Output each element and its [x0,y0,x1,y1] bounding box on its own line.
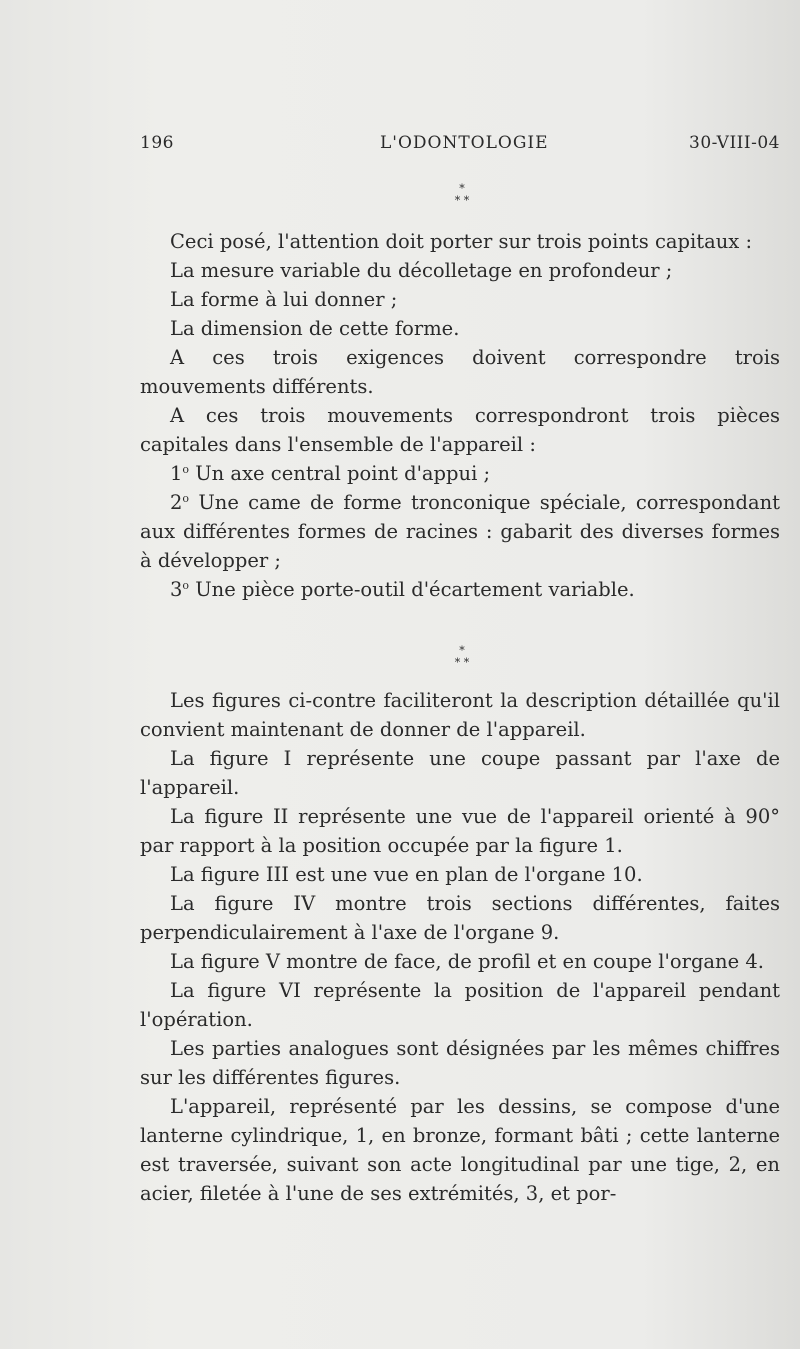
list-text: Une came de forme tronconique spéciale, correspondant aux différentes formes de racines : gabarit des diverses formes à développer ; [140,491,780,572]
paragraph: La figure VI représente la position de l'appareil pendant l'opération. [140,979,780,1031]
header-date: 30-VIII-04 [689,133,780,153]
separator-stars: * * [454,194,470,207]
paragraph: Les parties analogues sont désignées par les mêmes chiffres sur les différentes figures. [140,1037,780,1089]
paragraph: La dimension de cette forme. [170,317,460,340]
list-item [140,488,780,575]
paragraph: La figure IV montre trois sections différentes, faites perpendiculairement à l'axe de l'organe 9. [140,892,780,944]
paragraph: La forme à lui donner ; [170,288,398,311]
paragraph: La figure III est une vue en plan de l'organe 10. [170,863,643,886]
paragraph: La figure I représente une coupe passant par l'axe de l'appareil. [140,747,780,799]
paragraph: Les figures ci-contre faciliteront la description détaillée qu'il convient maintenant de donner de l'appareil. [140,689,780,741]
ordinal-mark: o [182,463,190,476]
separator-star: * [459,182,465,195]
page-number: 196 [140,133,174,153]
paragraph: A ces trois exigences doivent correspondre trois mouvements différents. [140,346,780,398]
running-header [140,133,780,157]
separator-stars: * * [454,656,470,669]
list-number: 2 [170,491,183,514]
section-2-text [140,686,780,1208]
paragraph: A ces trois mouvements correspondront trois pièces capitales dans l'ensemble de l'appareil : [140,404,780,456]
paragraph: La figure II représente une vue de l'appareil orienté à 90° par rapport à la position occupée par la figure 1. [140,805,780,857]
list-text: Un axe central point d'appui ; [189,462,491,485]
list-text: Une pièce porte-outil d'écartement variable. [189,578,635,601]
list-item [140,575,780,604]
separator-star: * [459,644,465,657]
paragraph: La mesure variable du décolletage en profondeur ; [170,259,673,282]
list-number: 3 [170,578,183,601]
paragraph: Ceci posé, l'attention doit porter sur trois points capitaux : [170,230,753,253]
ordinal-mark: o [182,579,190,592]
list-number: 1 [170,462,183,485]
ordinal-mark: o [182,492,190,505]
section-separator [432,645,492,669]
paragraph: La figure V montre de face, de profil et en coupe l'organe 4. [170,950,764,973]
running-title: L'ODONTOLOGIE [380,133,549,153]
section-1-text [140,227,780,604]
list-item [140,459,780,488]
section-separator [432,183,492,207]
paragraph: L'appareil, représenté par les dessins, se compose d'une lanterne cylindrique, 1, en bronze, formant bâti ; cette lanterne est traversée, suivant son acte longitudinal par une tige, 2, en acier, filetée à l'une de ses extrémités, 3, et por- [140,1095,780,1205]
